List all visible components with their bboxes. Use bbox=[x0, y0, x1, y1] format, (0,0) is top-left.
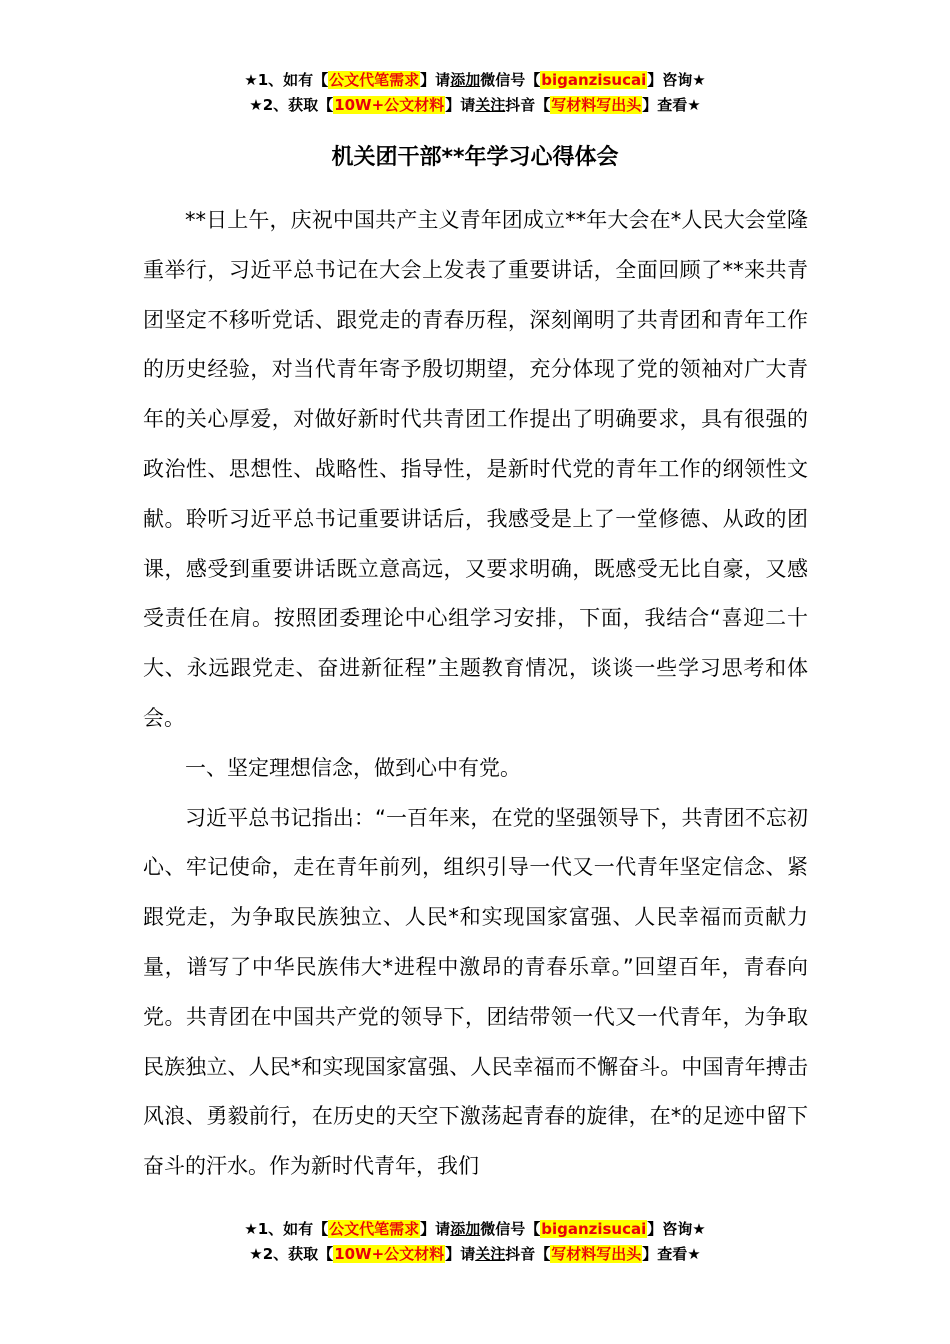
promo-line-1: ★1、如有【公文代笔需求】请添加微信号【biganzisucai】咨询★ bbox=[244, 1220, 706, 1238]
document-title: 机关团干部**年学习心得体会 bbox=[331, 145, 619, 170]
section-heading-1: 一、坚定理想信念，做到心中有党。 bbox=[185, 755, 521, 780]
promo-highlight-wechat-id: biganzisucai bbox=[541, 1220, 647, 1238]
promo-highlight-materials: 10W+公文材料 bbox=[334, 1245, 445, 1263]
promo-line-2: ★2、获取【10W+公文材料】请关注抖音【写材料写出头】查看★ bbox=[249, 96, 701, 114]
promo-highlight-materials: 10W+公文材料 bbox=[334, 96, 445, 114]
header-promo-banner bbox=[0, 68, 950, 118]
footer-promo-banner bbox=[0, 1217, 950, 1267]
promo-highlight-douyin-account: 写材料写出头 bbox=[551, 1245, 642, 1263]
promo-highlight-writing-service: 公文代笔需求 bbox=[329, 71, 420, 89]
promo-line-2: ★2、获取【10W+公文材料】请关注抖音【写材料写出头】查看★ bbox=[249, 1245, 701, 1263]
promo-highlight-douyin-account: 写材料写出头 bbox=[551, 96, 642, 114]
paragraph-intro: **日上午，庆祝中国共产主义青年团成立**年大会在*人民大会堂隆重举行，习近平总书记在大会上发表了重要讲话，全面回顾了**来共青团坚定不移听党话、跟党走的青春历程，深刻阐明了共青团和青年工作的历史经验，对当代青年寄予殷切期望，充分体现了党的领袖对广大青年的关心厚爱，对做好新时代共青团工作提出了明确要求，具有很强的政治性、思想性、战略性、指导性，是新时代党的青年工作的纲领性文献。聆听习近平总书记重要讲话后，我感受是上了一堂修德、从政的团课，感受到重要讲话既立意高远，又要求明确，既感受无比自豪，又感受责任在肩。按照团委理论中心组学习安排，下面，我结合“喜迎二十大、永远跟党走、奋进新征程”主题教育情况，谈谈一些学习思考和体会。 bbox=[143, 208, 808, 730]
document-body bbox=[143, 196, 808, 1192]
paragraph-section-1: 习近平总书记指出：“一百年来，在党的坚强领导下，共青团不忘初心、牢记使命，走在青年前列，组织引导一代又一代青年坚定信念、紧跟党走，为争取民族独立、人民*和实现国家富强、人民幸福而贡献力量，谱写了中华民族伟大*进程中激昂的青春乐章。”回望百年，青春向党。共青团在中国共产党的领导下，团结带领一代又一代青年，为争取民族独立、人民*和实现国家富强、人民幸福而不懈奋斗。中国青年搏击风浪、勇毅前行，在历史的天空下激荡起青春的旋律，在*的足迹中留下奋斗的汗水。作为新时代青年，我们 bbox=[143, 805, 808, 1179]
promo-highlight-wechat-id: biganzisucai bbox=[541, 71, 647, 89]
promo-line-1: ★1、如有【公文代笔需求】请添加微信号【biganzisucai】咨询★ bbox=[244, 71, 706, 89]
promo-highlight-writing-service: 公文代笔需求 bbox=[329, 1220, 420, 1238]
